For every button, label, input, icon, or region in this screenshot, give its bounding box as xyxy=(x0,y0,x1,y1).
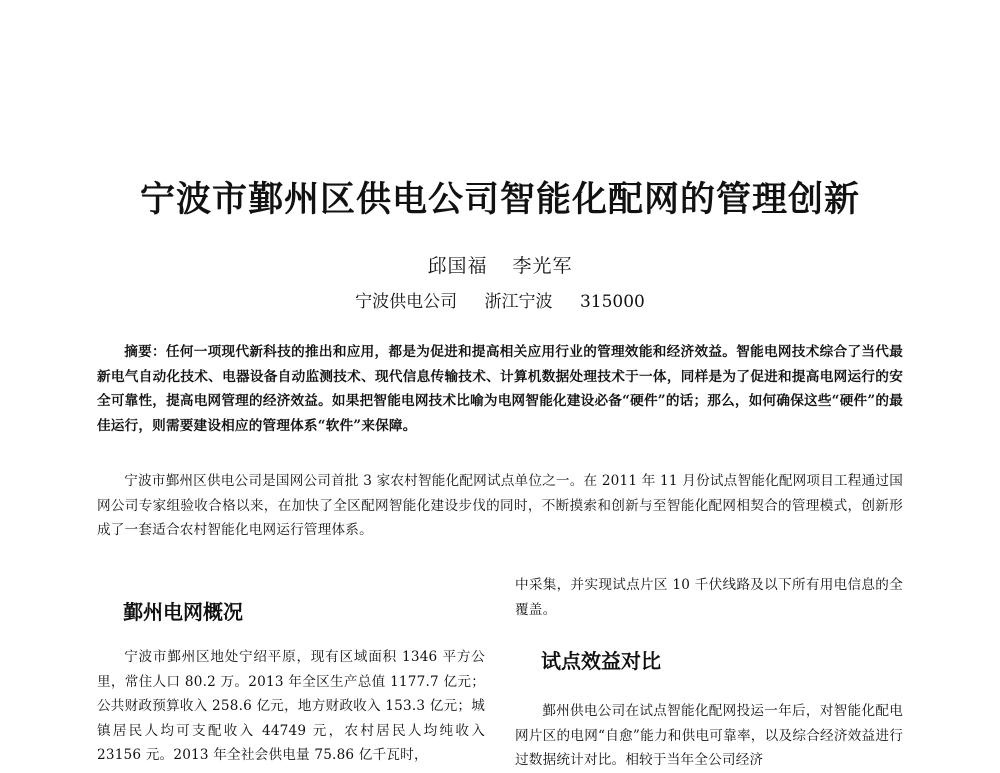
abstract-label: 摘要： xyxy=(124,344,166,360)
affiliation xyxy=(0,287,1000,312)
author-name: 邱国福 xyxy=(427,255,488,277)
section-heading: 鄞州电网概况 xyxy=(123,600,243,624)
abstract xyxy=(97,340,903,438)
author-name: 李光军 xyxy=(512,255,573,277)
section-heading: 试点效益对比 xyxy=(541,649,661,674)
author-list xyxy=(0,251,1000,278)
continued-paragraph: 中采集，并实现试点片区 10 千伏线路及以下所有用电信息的全覆盖。 xyxy=(515,577,903,618)
affiliation-postcode: 315000 xyxy=(579,292,645,312)
affiliation-location: 浙江宁波 xyxy=(484,292,553,312)
intro-paragraph: 宁波市鄞州区供电公司是国网公司首批 3 家农村智能化配网试点单位之一。在 2011 年 11 月份试点智能化配网项目工程通过国网公司专家组验收合格以来，在加快了全区配网智能化建设步伐的同时，不断摸索和创新与至智能化配网相契合的管理模式，创新形成了一套适合农村智能化电网运行管理体系。 xyxy=(97,473,903,539)
abstract-text: 任何一项现代新科技的推出和应用，都是为促进和提高相关应用行业的管理效能和经济效益。智能电网技术综合了当代最新电气自动化技术、电器设备自动监测技术、现代信息传输技术、计算机数据处理技术于一体，同样是为了促进和提高电网运行的安全可靠性，提高电网管理的经济效益。如果把智能电网技术比喻为电网智能化建设必备“硬件”的话；那么，如何确保这些“硬件”的最佳运行，则需要建设相应的管理体系“软件”来保障。 xyxy=(97,344,903,434)
paper-title: 宁波市鄞州区供电公司智能化配网的管理创新 xyxy=(139,180,860,220)
affiliation-org: 宁波供电公司 xyxy=(355,292,458,312)
body-paragraph: 宁波市鄞州区地处宁绍平原，现有区域面积 1346 平方公里，常住人口 80.2 万。2013 年全区生产总值 1177.7 亿元；公共财政预算收入 258.6 亿元，地方财政收入 153.3 亿元；城镇居民人均可支配收入 44749 元，农村居民人均纯收入 23156 元。2013 年全社会供电量 75.86 亿千瓦时， xyxy=(97,649,485,764)
body-paragraph: 鄞州供电公司在试点智能化配网投运一年后，对智能化配电网片区的电网“自愈”能力和供电可靠率，以及综合经济效益进行过数据统计对比。相较于当年全公司经济 xyxy=(515,703,903,769)
right-column xyxy=(515,573,903,773)
left-column xyxy=(97,596,485,768)
